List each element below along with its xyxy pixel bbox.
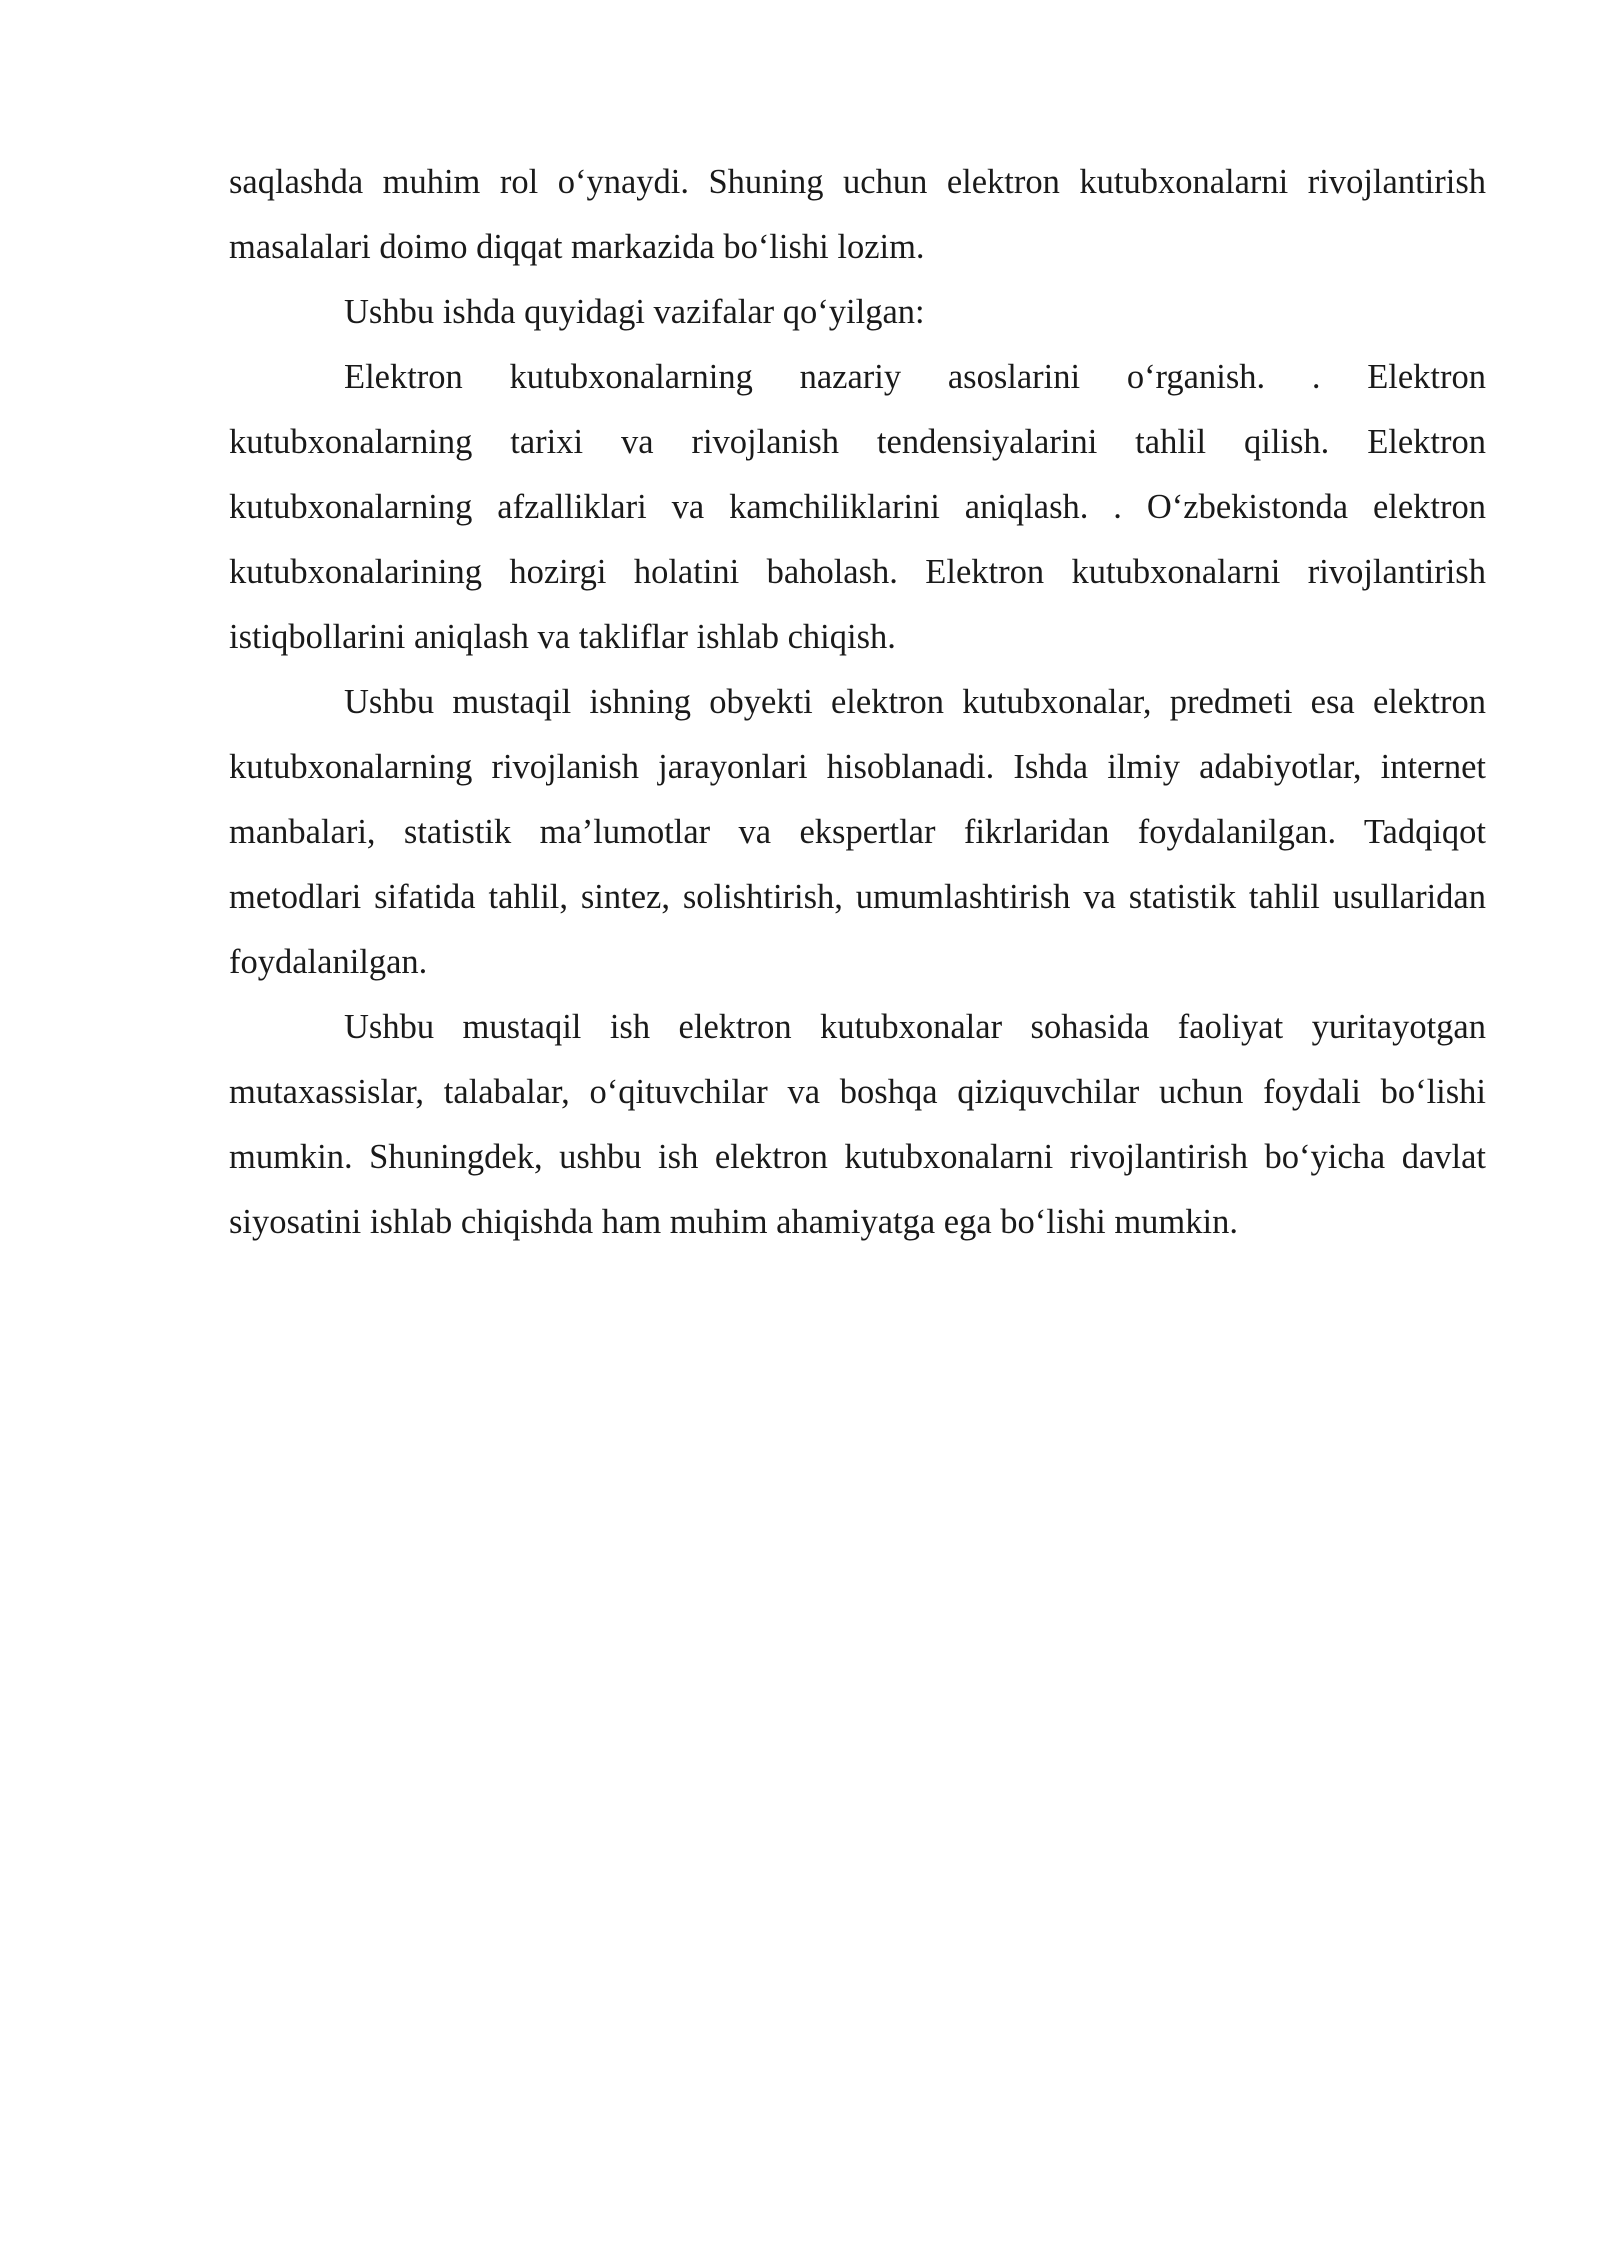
paragraph-tasks-intro: Ushbu ishda quyidagi vazifalar qo‘yilgan: (344, 293, 925, 331)
paragraph-object-subject: Ushbu mustaqil ishning obyekti elektron kutubxonalar, predmeti esa elektron kutubxonalarning rivojlanish jarayonlari hisoblanadi. Ishda ilmiy adabiyotlar, internet manbalari, statistik ma’lumotlar va ekspertlar fikrlaridan foydalanilgan. Tadqiqot metodlari sifatida tahlil, sintez, solishtirish, umumlashtirish va statistik tahlil usullaridan foydalanilgan. (229, 683, 1486, 981)
paragraph-significance: Ushbu mustaqil ish elektron kutubxonalar sohasida faoliyat yuritayotgan mutaxassislar, talabalar, o‘qituvchilar va boshqa qiziquvchilar uchun foydali bo‘lishi mumkin. Shuningdek, ushbu ish elektron kutubxonalarni rivojlantirish bo‘yicha davlat siyosatini ishlab chiqishda ham muhim ahamiyatga ega bo‘lishi mumkin. (229, 1008, 1486, 1241)
paragraph-tasks-list: Elektron kutubxonalarning nazariy asoslarini o‘rganish. . Elektron kutubxonalarning tarixi va rivojlanish tendensiyalarini tahlil qilish. Elektron kutubxonalarning afzalliklari va kamchiliklarini aniqlash. . O‘zbekistonda elektron kutubxonalarining hozirgi holatini baholash. Elektron kutubxonalarni rivojlantirish istiqbollarini aniqlash va takliflar ishlab chiqish. (229, 358, 1486, 656)
paragraph-continuation: saqlashda muhim rol o‘ynaydi. Shuning uchun elektron kutubxonalarni rivojlantirish masalalari doimo diqqat markazida bo‘lishi lozim. (229, 163, 1486, 266)
document-body (229, 150, 1486, 1255)
